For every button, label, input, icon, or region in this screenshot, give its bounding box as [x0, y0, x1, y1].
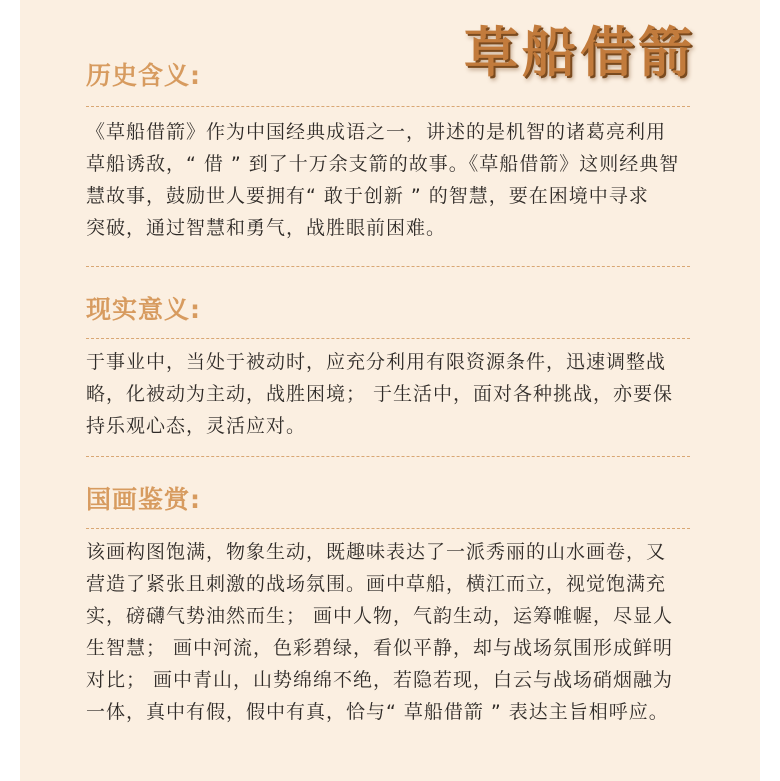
divider — [86, 266, 690, 267]
section-heading-reality: 现实意义: — [86, 295, 201, 324]
divider — [86, 338, 690, 339]
section-body-painting — [86, 536, 696, 728]
text-line: 持乐观心态，灵活应对。 — [86, 415, 307, 437]
section-body-history — [86, 116, 696, 244]
text-line: 实，磅礴气势油然而生； 画中人物，气韵生动，运筹帷幄，尽显人 — [86, 605, 674, 627]
text-line: 草船诱敌，“ 借 ” 到了十万余支箭的故事。《草船借箭》这则经典智 — [86, 153, 680, 175]
text-line: 营造了紧张且刺激的战场氛围。画中草船，横江而立，视觉饱满充 — [86, 573, 667, 595]
section-heading-history: 历史含义: — [86, 61, 201, 90]
text-line: 于事业中，当处于被动时，应充分利用有限资源条件，迅速调整战 — [86, 351, 667, 373]
text-line: 一体，真中有假，假中有真，恰与“ 草船借箭 ” 表达主旨相呼应。 — [86, 701, 669, 723]
divider — [86, 528, 690, 529]
text-line: 对比； 画中青山，山势绵绵不绝，若隐若现，白云与战场硝烟融为 — [86, 669, 674, 691]
page-title: 草船借箭 — [464, 20, 696, 84]
section-body-reality — [86, 346, 696, 442]
text-line: 慧故事，鼓励世人要拥有“ 敢于创新 ” 的智慧，要在困境中寻求 — [86, 185, 649, 207]
text-line: 《草船借箭》作为中国经典成语之一，讲述的是机智的诸葛亮利用 — [86, 121, 667, 143]
text-line: 突破，通过智慧和勇气，战胜眼前困难。 — [86, 217, 447, 239]
text-line: 生智慧； 画中河流，色彩碧绿，看似平静，却与战场氛围形成鲜明 — [86, 637, 674, 659]
text-line: 该画构图饱满，物象生动，既趣味表达了一派秀丽的山水画卷，又 — [86, 541, 667, 563]
section-heading-painting: 国画鉴赏: — [86, 485, 201, 514]
text-line: 略，化被动为主动，战胜困境； 于生活中，面对各种挑战，亦要保 — [86, 383, 674, 405]
divider — [86, 456, 690, 457]
divider — [86, 106, 690, 107]
